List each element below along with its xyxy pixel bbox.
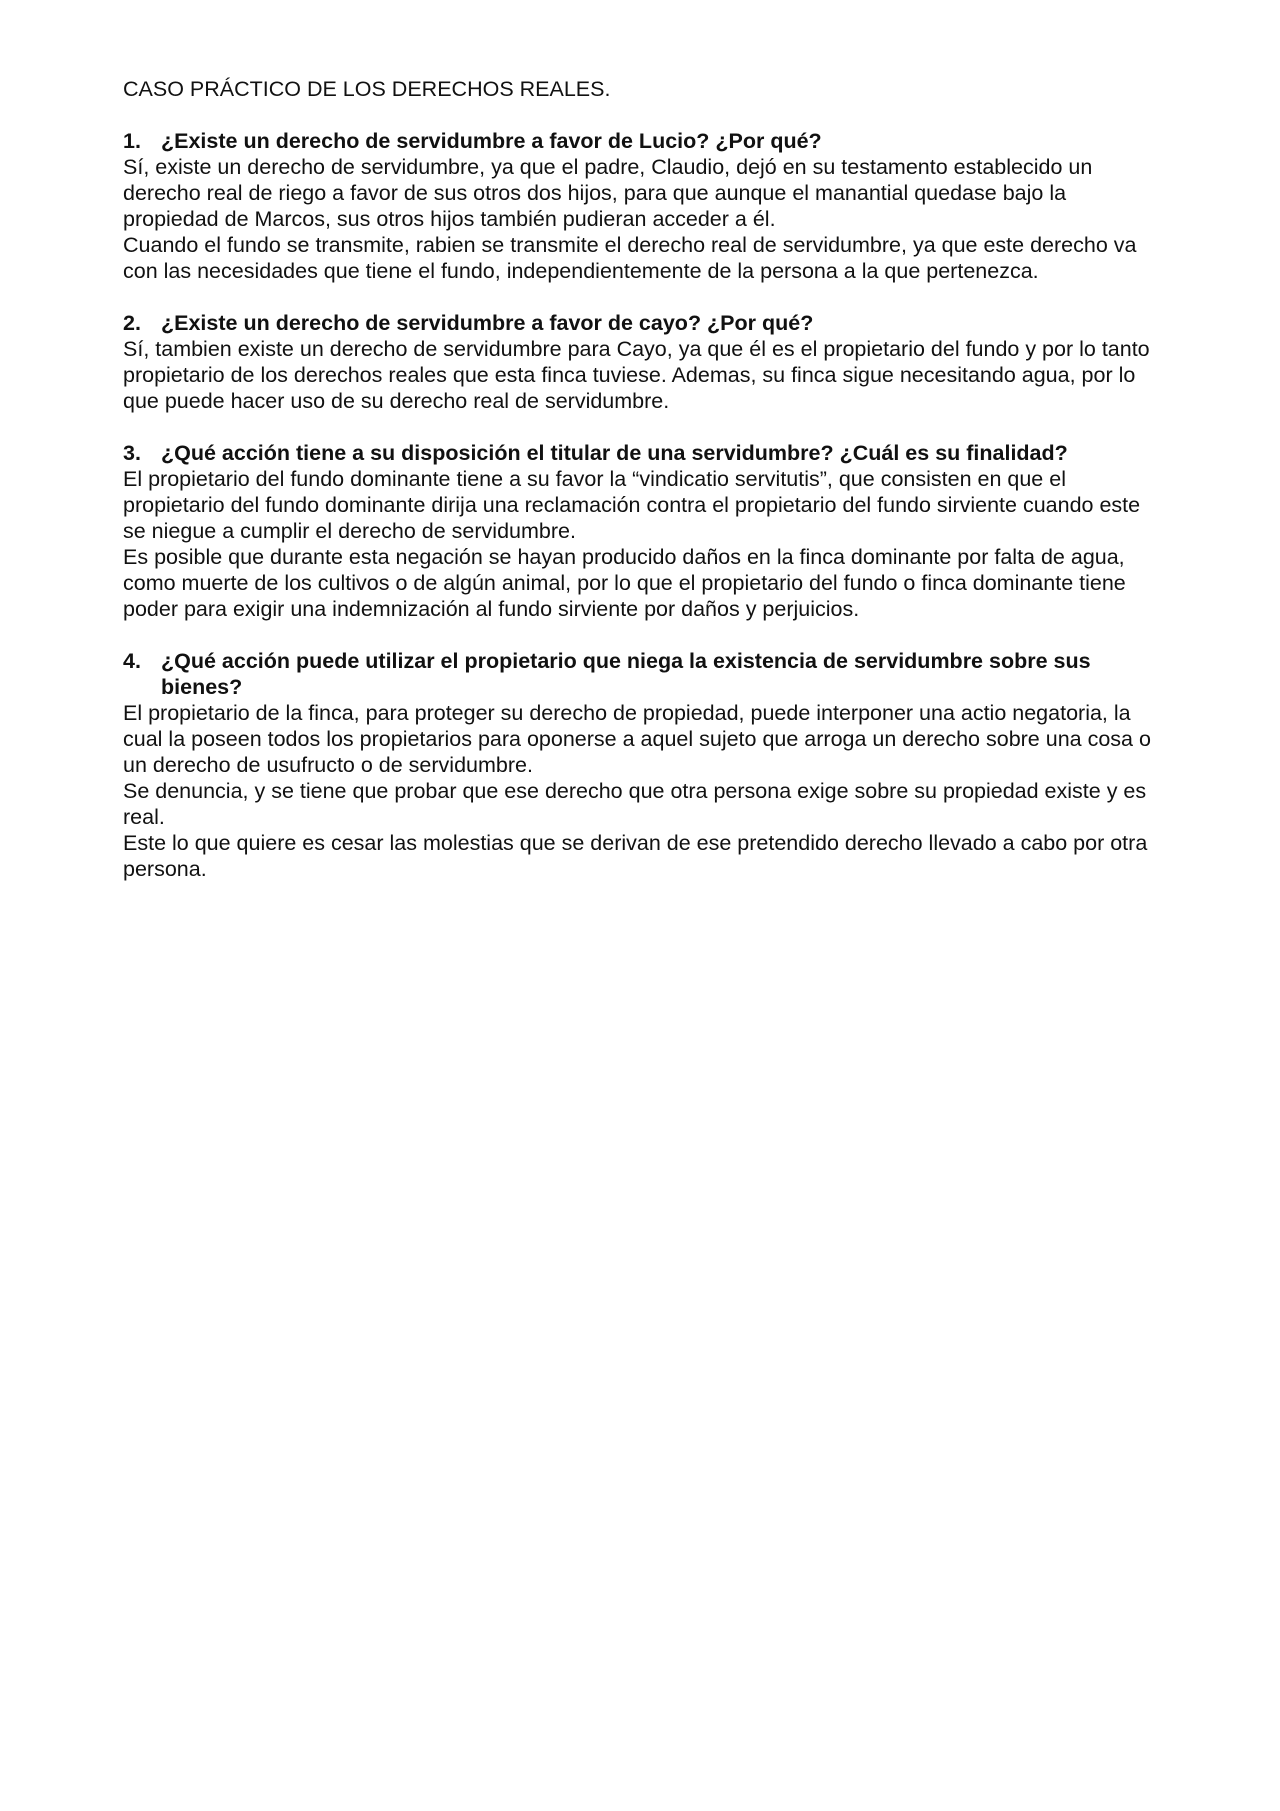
answer-paragraph: Sí, tambien existe un derecho de servidumbre para Cayo, ya que él es el propietario del fundo y por lo tanto propietario de los derechos reales que esta finca tuviese. Ademas, su finca sigue necesitando agua, por lo que puede hacer uso de su derecho real de servidumbre. [123, 337, 1150, 413]
section-2 [123, 310, 1163, 414]
section-3 [123, 440, 1163, 622]
answer-paragraph: El propietario del fundo dominante tiene a su favor la “vindicatio servitutis”, que consisten en que el propietario del fundo dominante dirija una reclamación contra el propietario del fundo sirviente cuando este se niegue a cumplir el derecho de servidumbre. [123, 467, 1141, 543]
question-text: ¿Qué acción tiene a su disposición el titular de una servidumbre? ¿Cuál es su finalidad? [161, 441, 1068, 465]
answer-paragraph: Se denuncia, y se tiene que probar que ese derecho que otra persona exige sobre su propiedad existe y es real. [123, 779, 1147, 829]
question-heading [123, 128, 1163, 154]
section-1 [123, 128, 1163, 284]
section-4 [123, 648, 1163, 882]
question-number: 1. [123, 129, 141, 153]
question-heading [123, 440, 1163, 466]
question-text: ¿Qué acción puede utilizar el propietario que niega la existencia de servidumbre sobre sus bienes? [161, 649, 1091, 699]
question-number: 4. [123, 649, 141, 673]
question-number: 3. [123, 441, 141, 465]
answer-paragraph: Sí, existe un derecho de servidumbre, ya que el padre, Claudio, dejó en su testamento establecido un derecho real de riego a favor de sus otros dos hijos, para que aunque el manantial quedase bajo la propiedad de Marcos, sus otros hijos también pudieran acceder a él. [123, 155, 1093, 231]
question-heading [123, 648, 1163, 700]
answer-paragraph: El propietario de la finca, para proteger su derecho de propiedad, puede interponer una actio negatoria, la cual la poseen todos los propietarios para oponerse a aquel sujeto que arroga un derecho sobre una cosa o un derecho de usufructo o de servidumbre. [123, 701, 1151, 777]
answer-paragraph: Este lo que quiere es cesar las molestias que se derivan de ese pretendido derecho llevado a cabo por otra persona. [123, 831, 1148, 881]
question-number: 2. [123, 311, 141, 335]
question-heading [123, 310, 1163, 336]
document-page [123, 76, 1163, 908]
question-text: ¿Existe un derecho de servidumbre a favor de Lucio? ¿Por qué? [161, 129, 822, 153]
question-text: ¿Existe un derecho de servidumbre a favor de cayo? ¿Por qué? [161, 311, 814, 335]
answer-paragraph: Cuando el fundo se transmite, rabien se transmite el derecho real de servidumbre, ya que este derecho va con las necesidades que tiene el fundo, independientemente de la persona a la que pertenezca. [123, 233, 1137, 283]
document-title: CASO PRÁCTICO DE LOS DERECHOS REALES. [123, 77, 611, 101]
answer-paragraph: Es posible que durante esta negación se hayan producido daños en la finca dominante por falta de agua, como muerte de los cultivos o de algún animal, por lo que el propietario del fundo o finca dominante tiene poder para exigir una indemnización al fundo sirviente por daños y perjuicios. [123, 545, 1126, 621]
